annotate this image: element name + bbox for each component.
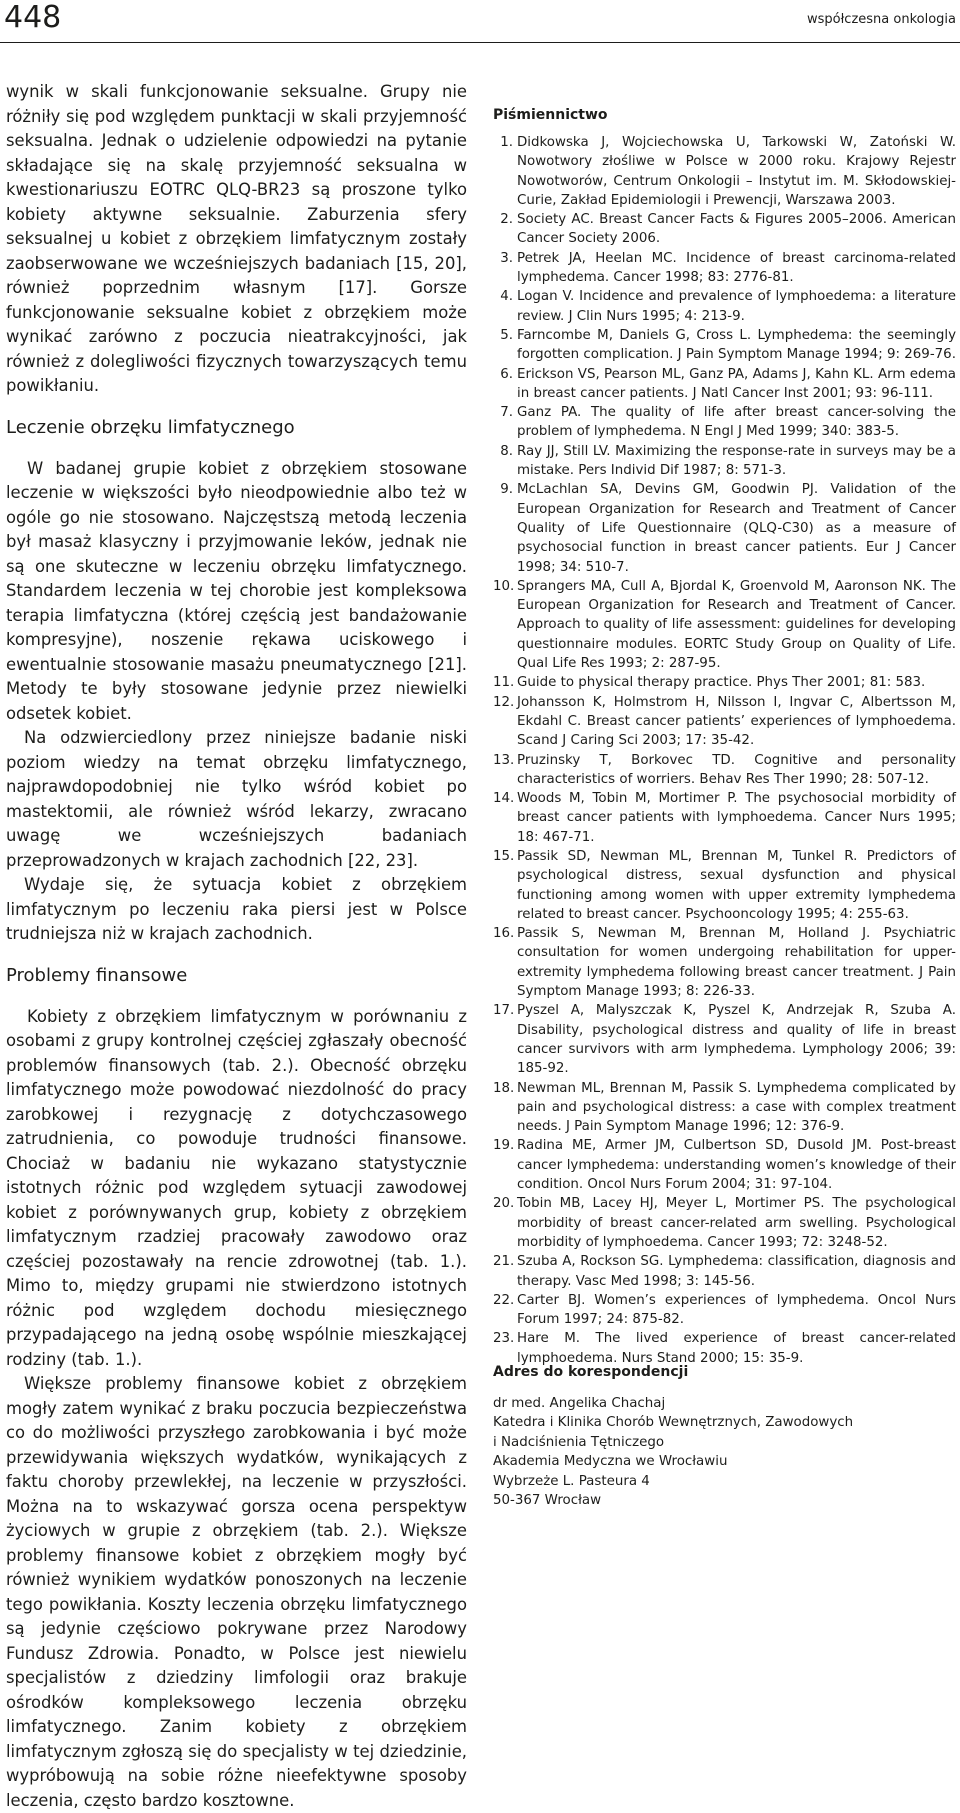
reference-text: Society AC. Breast Cancer Facts & Figures 2005–2006. American Cancer Society 2006. — [517, 212, 956, 247]
reference-number: 3. — [500, 250, 513, 266]
paragraph-situation: Wydaje się, że sytuacja kobiet z obrzękiem limfatycznym po leczeniu raka piersi jest w Polsce trudniejsza niż w krajach zachodnich. — [6, 875, 467, 943]
reference-number: 16. — [493, 926, 515, 942]
reference-text: Ray JJ, Still LV. Maximizing the response-rate in surveys may be a mistake. Pers Individ Dif 1987; 8: 571-3. — [517, 443, 956, 479]
paragraph-sexual-function: wynik w skali funkcjonowanie seksualne. Grupy nie różniły się pod względem punktacji w skali przyjemność seksualna. Jednak o udzielenie odpowiedzi na pytanie składające się na skalę przyjemność seksualna w kwestionariuszu EOTRC QLQ-BR23 są proszone tylko kobiety aktywne seksualnie. Zaburzenia sfery seksualnej u kobiet z obrzękiem limfatycznym zostały zaobserwowane we wcześniejszych badaniach [15, 20], również poprzednim własnym [17]. Gorsze funkcjonowanie seksualne kobiet z obrzękiem może wynikać zarówno z poczucia nieatrakcyjności, jak również z dolegliwości fizycznych towarzyszących temu powikłaniu. — [6, 82, 467, 395]
reference-number: 14. — [493, 791, 515, 807]
page-number: 448 — [4, 0, 62, 35]
reference-text: Erickson VS, Pearson ML, Ganz PA, Adams J, Kahn KL. Arm edema in breast cancer patients. J Natl Cancer Inst 2001; 93: 96-111. — [517, 366, 956, 401]
paragraph-financial: Kobiety z obrzękiem limfatycznym w porównaniu z osobami z grupy kontrolnej częściej zgłaszały obecność problemów finansowych (tab. 2.). Obecność obrzęku limfatycznego może powodować niezdolność do pracy zarobkowej i rezygnację z dotychczasowego zatrudnienia, co powoduje trudności finansowe. Chociaż w badaniu nie wykazano statystycznie istotnych różnic pod względem sytuacji zawodowej kobiet z porównywanych grup, kobiety z obrzękiem limfatycznym rzadziej pracowały zawodowo oraz częściej pozostawały na rencie zdrowotnej (tab. 1.). Mimo to, między grupami nie stwierdzono istotnych różnic pod względem dochodu miesięcznego przypadającego na jedną osobę wspólnie mieszkającej rodziny (tab. 1.). — [6, 1006, 467, 1369]
reference-item — [493, 693, 956, 751]
reference-number: 18. — [493, 1080, 515, 1096]
reference-text: Guide to physical therapy practice. Phys Ther 2001; 81: 583. — [517, 675, 926, 691]
contact-street: Wybrzeże L. Pasteura 4 — [493, 1473, 650, 1489]
reference-text: Hare M. The lived experience of breast cancer-related lymphoedema. Nurs Stand 2000; 15: 35-9. — [517, 1331, 956, 1366]
paragraph-financial-2: Większe problemy finansowe kobiet z obrzękiem mogły zatem wynikać z braku poczucia bezpieczeństwa co do możliwości przyszłego zarobkowania i być może przewidywania większych wydatków, wynikających z faktu choroby przewlekłej, na leczenie w przyszłości. Można na to wskazywać gorsza ocena perspektyw życiowych w grupie z obrzękiem (tab. 2.). Większe problemy finansowe kobiet z obrzękiem mogły być również wynikiem wydatków ponoszonych na leczenie tego powikłania. Koszty leczenia obrzęku limfatycznego są jedynie częściowo pokrywane przez Narodowy Fundusz Zdrowia. Ponadto, w Polsce jest niewielu specjalistów z dziedziny limfologii oraz brakuje ośrodków kompleksowego leczenia obrzęku limfatycznego. Zanim kobiety z obrzękiem limfatycznym zgłoszą się do specjalisty w tej dziedzinie, wypróbowują na sobie różne nieefektywne sposoby leczenia, często bardzo kosztowne. — [6, 1374, 467, 1810]
reference-item — [493, 287, 956, 326]
paragraph-knowledge: Na odzwierciedlony przez niniejsze badanie niski poziom wiedzy na temat obrzęku limfatycznego, najprawdopodobniej nie tylko wśród kobiet po mastektomii, ale również wśród lekarzy, zwracano uwagę we wcześniejszych badaniach przeprowadzonych w krajach zachodnich [22, 23]. — [6, 728, 467, 870]
reference-text: Petrek JA, Heelan MC. Incidence of breast carcinoma-related lymphedema. Cancer 1998; 83: 2776-81. — [517, 250, 956, 286]
reference-item — [493, 847, 956, 924]
contact-city: 50-367 Wrocław — [493, 1493, 602, 1509]
reference-item — [493, 365, 956, 404]
left-column — [6, 80, 467, 1813]
reference-item — [493, 1136, 956, 1194]
reference-number: 19. — [493, 1138, 515, 1154]
references-list — [493, 133, 956, 1368]
reference-number: 23. — [493, 1331, 515, 1347]
reference-item — [493, 403, 956, 442]
reference-number: 17. — [493, 1003, 515, 1019]
correspondence-title: Adres do korespondencji — [493, 1364, 689, 1380]
reference-number: 7. — [500, 405, 513, 421]
reference-item — [493, 924, 956, 1001]
reference-item — [493, 442, 956, 481]
reference-number: 2. — [500, 212, 513, 228]
reference-item — [493, 480, 956, 576]
correspondence-section — [493, 1362, 956, 1510]
reference-text: Newman ML, Brennan M, Passik S. Lymphedema complicated by pain and psychological distress: a case with complex treatment needs. J Pain Symptom Manage 1996; 12: 376-9. — [517, 1080, 956, 1135]
reference-number: 11. — [493, 675, 515, 691]
reference-item — [493, 1001, 956, 1078]
reference-text: Ganz PA. The quality of life after breast cancer-solving the problem of lymphedema. N Engl J Med 1999; 340: 383-5. — [517, 405, 956, 440]
reference-item — [493, 1194, 956, 1252]
reference-text: Radina ME, Armer JM, Culbertson SD, Dusold JM. Post-breast cancer lymphedema: understanding women’s knowledge of their condition. Oncol Nurs Forum 2004; 31: 97-104. — [517, 1138, 956, 1193]
reference-number: 4. — [500, 289, 513, 305]
reference-text: Szuba A, Rockson SG. Lymphedema: classification, diagnosis and therapy. Vasc Med 1998; 3: 145-56. — [517, 1254, 956, 1289]
reference-text: Carter BJ. Women’s experiences of lymphedema. Oncol Nurs Forum 1997; 24: 875-82. — [517, 1292, 956, 1328]
reference-text: Pruzinsky T, Borkovec TD. Cognitive and personality characteristics of worriers. Behav Res Ther 1990; 28: 507-12. — [517, 752, 956, 787]
reference-item — [493, 249, 956, 288]
reference-number: 9. — [500, 482, 513, 498]
reference-text: Passik S, Newman M, Brennan M, Holland J. Psychiatric consultation for women undergoing rehabilitation for upper-extremity lymphedema following breast cancer treatment. J Pain Symptom Manage 1993; 8: 226-33. — [517, 926, 956, 1000]
reference-item — [493, 789, 956, 847]
reference-text: Johansson K, Holmstrom H, Nilsson I, Ingvar C, Albertsson M, Ekdahl C. Breast cancer patients’ experiences of lymphoedema. Scand J Caring Sci 2003; 17: 35-42. — [517, 694, 956, 749]
reference-number: 6. — [500, 366, 513, 382]
paragraph-treatment: W badanej grupie kobiet z obrzękiem stosowane leczenie w większości było nieodpowiednie albo też w ogóle go nie stosowano. Najczęstszą metodą leczenia był masaż klasyczny i przyjmowanie leków, jednak nie są one skuteczne w leczeniu obrzęku limfatycznego. Standardem leczenia w tej chorobie jest kompleksowa terapia limfatyczna (której częścią jest bandażowanie kompresyjne), noszenie rękawa uciskowego i ewentualnie stosowanie masażu pneumatycznego [21]. Metody te były stosowane jedynie przez niewielki odsetek kobiet. — [6, 458, 467, 723]
reference-item — [493, 751, 956, 790]
page-header — [0, 0, 960, 40]
reference-number: 1. — [500, 135, 513, 150]
reference-text: McLachlan SA, Devins GM, Goodwin PJ. Validation of the European Organization for Research and Treatment of Cancer Quality of Life Questionnaire (QLQ-C30) as a measure of psychosocial function in breast cancer patients. Eur J Cancer 1998; 34: 510-7. — [517, 482, 956, 575]
reference-item — [493, 577, 956, 673]
reference-item — [493, 673, 956, 692]
reference-number: 20. — [493, 1196, 515, 1212]
reference-number: 13. — [493, 752, 515, 768]
reference-text: Sprangers MA, Cull A, Bjordal K, Groenvold M, Aaronson NK. The European Organization for Research and Treatment of Cancer. Approach to quality of life assessment: guidelines for developing questionnaire modules. EORTC Study Group on Quality of Life. Qual Life Res 1993; 2: 287-95. — [517, 578, 956, 672]
reference-item — [493, 326, 956, 365]
reference-number: 12. — [493, 694, 515, 710]
contact-university: Akademia Medyczna we Wrocławiu — [493, 1454, 728, 1470]
reference-number: 5. — [500, 327, 513, 343]
references-section — [493, 105, 956, 1368]
reference-text: Didkowska J, Wojciechowska U, Tarkowski W, Zatoński W. Nowotwory złośliwe w Polsce w 2000 roku. Krajowy Rejestr Nowotworów, Centrum Onkologii – Instytut im. M. Skłodowskiej-Curie, Zakład Epidemiologii i Prewencji, Warszawa 2003. — [517, 135, 956, 208]
contact-department-2: i Nadciśnienia Tętniczego — [493, 1434, 665, 1450]
reference-number: 21. — [493, 1254, 515, 1270]
reference-number: 22. — [493, 1292, 515, 1308]
reference-number: 15. — [493, 848, 515, 864]
contact-department: Katedra i Klinika Chorób Wewnętrznych, Zawodowych — [493, 1415, 854, 1431]
references-title: Piśmiennictwo — [493, 107, 608, 123]
contact-name: dr med. Angelika Chachaj — [493, 1396, 666, 1411]
reference-item — [493, 1252, 956, 1291]
heading-lymphedema-treatment: Leczenie obrzęku limfatycznego — [6, 416, 295, 438]
reference-item — [493, 210, 956, 249]
reference-text: Tobin MB, Lacey HJ, Meyer L, Mortimer PS. The psychological morbidity of breast cancer-related arm swelling. Psychological morbidity of lymphoedema. Cancer 1993; 72: 3248-52. — [517, 1196, 956, 1250]
reference-text: Pyszel A, Malyszczak K, Pyszel K, Andrzejak R, Szuba A. Disability, psychological distress and quality of life in breast cancer survivors with arm lymphedema. Lymphology 2006; 39: 185-92. — [517, 1003, 956, 1077]
reference-number: 10. — [493, 578, 515, 594]
heading-financial-problems: Problemy finansowe — [6, 964, 188, 986]
reference-number: 8. — [500, 443, 513, 459]
journal-name: współczesna onkologia — [807, 12, 956, 27]
reference-item — [493, 133, 956, 210]
reference-text: Logan V. Incidence and prevalence of lymphoedema: a literature review. J Clin Nurs 1995; 4: 213-9. — [517, 289, 956, 324]
reference-text: Woods M, Tobin M, Mortimer P. The psychosocial morbidity of breast cancer patients with lymphoedema. Cancer Nurs 1995; 18: 467-71. — [517, 791, 956, 845]
header-rule — [0, 42, 960, 43]
reference-text: Passik SD, Newman ML, Brennan M, Tunkel R. Predictors of psychological distress, sexual dysfunction and physical functioning among women with upper extremity lymphedema related to breast cancer. Psychooncology 1995; 4: 255-63. — [517, 848, 956, 922]
reference-item — [493, 1291, 956, 1330]
reference-item — [493, 1079, 956, 1137]
reference-text: Farncombe M, Daniels G, Cross L. Lymphedema: the seemingly forgotten complication. J Pain Symptom Manage 1994; 9: 269-76. — [517, 327, 956, 363]
